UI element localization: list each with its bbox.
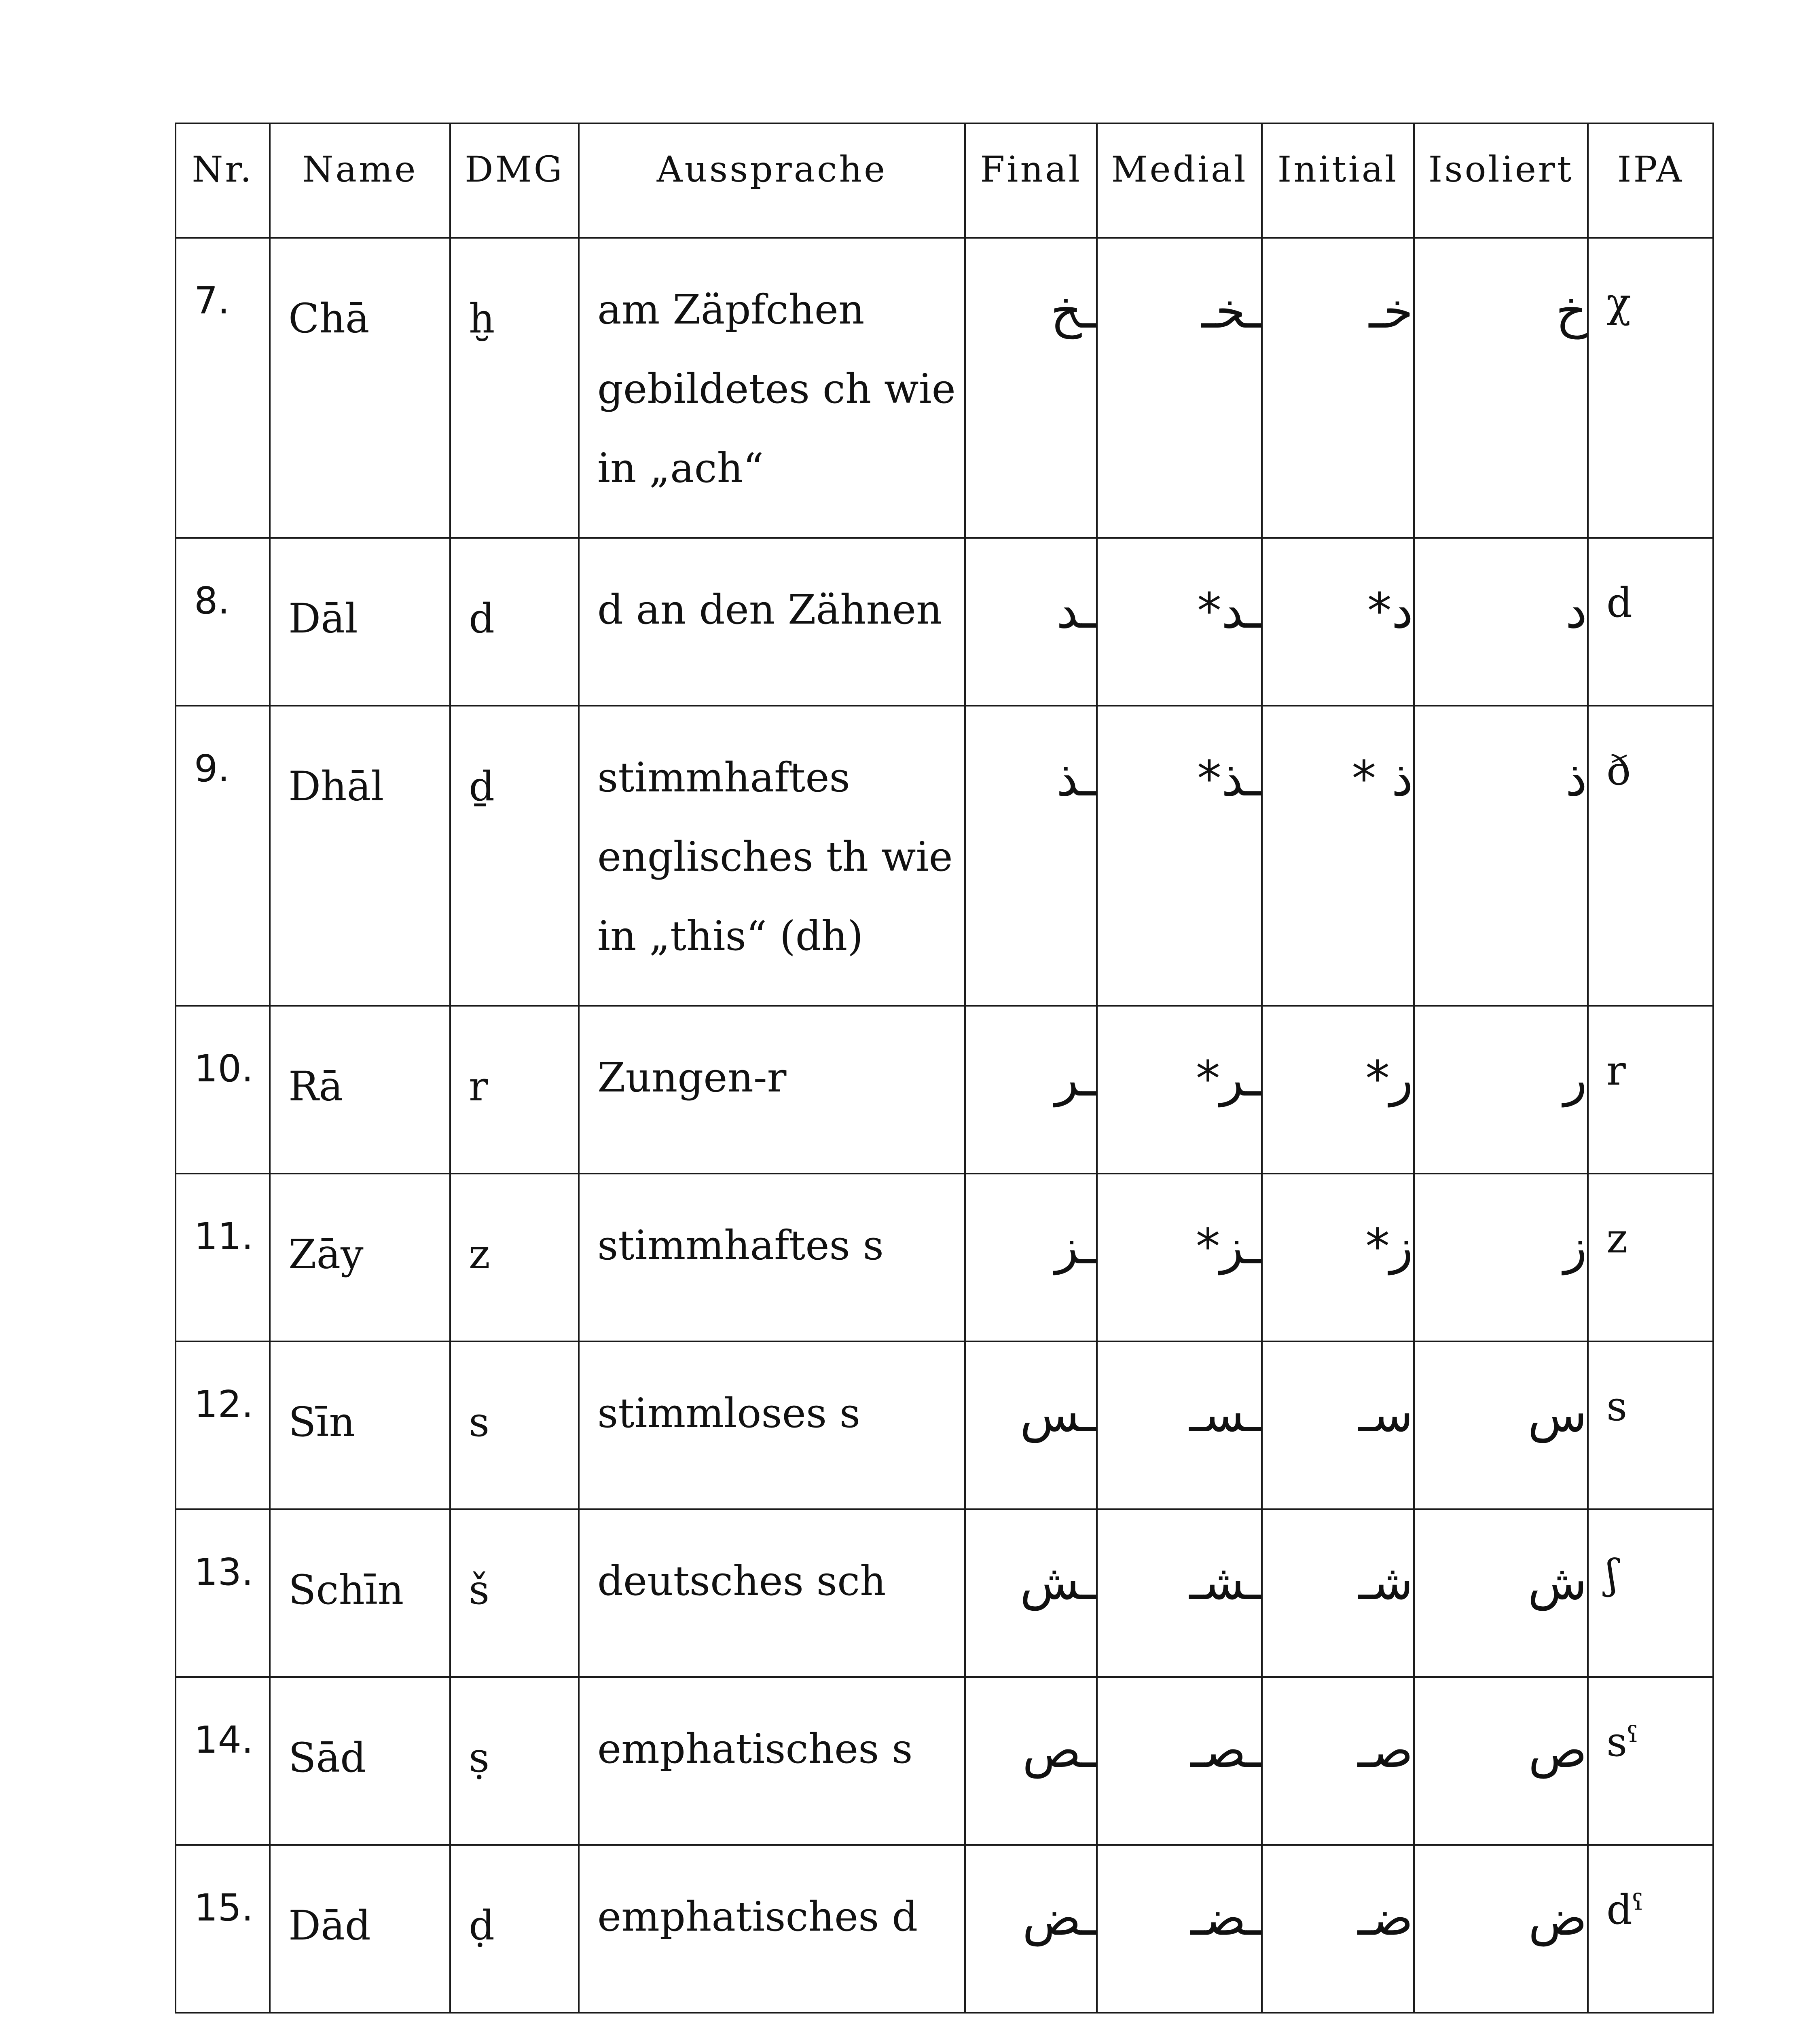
cell-ipa: ʃ	[1588, 1509, 1713, 1677]
cell-dmg: s	[450, 1341, 579, 1509]
header-aussprache: Aussprache	[579, 123, 965, 238]
header-medial: Medial	[1097, 123, 1262, 238]
cell-initial: ز*	[1262, 1174, 1414, 1341]
cell-final: ـر	[965, 1006, 1097, 1174]
cell-ipa: z	[1588, 1174, 1713, 1341]
header-nr: Nr.	[176, 123, 270, 238]
cell-aussprache: Zungen-r	[579, 1006, 965, 1174]
cell-initial: ضـ	[1262, 1845, 1414, 2013]
cell-isoliert: ر	[1414, 1006, 1588, 1174]
cell-dmg: r	[450, 1006, 579, 1174]
cell-medial: ـضـ	[1097, 1845, 1262, 2013]
cell-initial: ذ *	[1262, 706, 1414, 1006]
cell-aussprache: d an den Zähnen	[579, 538, 965, 706]
cell-name: Dād	[270, 1845, 450, 2013]
cell-name: Dhāl	[270, 706, 450, 1006]
header-final: Final	[965, 123, 1097, 238]
cell-medial: ـذ*	[1097, 706, 1262, 1006]
cell-isoliert: ص	[1414, 1677, 1588, 1845]
table-row	[176, 1341, 1713, 1509]
cell-isoliert: س	[1414, 1341, 1588, 1509]
cell-ipa: dˤ	[1588, 1845, 1713, 2013]
cell-final: ـش	[965, 1509, 1097, 1677]
cell-medial: ـسـ	[1097, 1341, 1262, 1509]
cell-dmg: ḍ	[450, 1845, 579, 2013]
cell-name: Chā	[270, 238, 450, 538]
table-row	[176, 1174, 1713, 1341]
cell-name: Zāy	[270, 1174, 450, 1341]
header-isoliert: Isoliert	[1414, 123, 1588, 238]
table-row	[176, 1509, 1713, 1677]
cell-name: Sād	[270, 1677, 450, 1845]
cell-medial: ـد*	[1097, 538, 1262, 706]
cell-aussprache: emphatisches d	[579, 1845, 965, 2013]
cell-initial: صـ	[1262, 1677, 1414, 1845]
cell-nr: 9.	[176, 706, 270, 1006]
cell-initial: سـ	[1262, 1341, 1414, 1509]
cell-nr: 12.	[176, 1341, 270, 1509]
table-row	[176, 1006, 1713, 1174]
cell-final: ـص	[965, 1677, 1097, 1845]
header-name: Name	[270, 123, 450, 238]
cell-nr: 15.	[176, 1845, 270, 2013]
cell-isoliert: ش	[1414, 1509, 1588, 1677]
table-row	[176, 238, 1713, 538]
cell-nr: 11.	[176, 1174, 270, 1341]
cell-initial: خـ	[1262, 238, 1414, 538]
cell-medial: ـر*	[1097, 1006, 1262, 1174]
cell-ipa: d	[1588, 538, 1713, 706]
cell-isoliert: ض	[1414, 1845, 1588, 2013]
table-row	[176, 706, 1713, 1006]
cell-initial: ر*	[1262, 1006, 1414, 1174]
cell-name: Sīn	[270, 1341, 450, 1509]
cell-name: Dāl	[270, 538, 450, 706]
cell-isoliert: د	[1414, 538, 1588, 706]
cell-aussprache: stimmloses s	[579, 1341, 965, 1509]
cell-ipa: χ	[1588, 238, 1713, 538]
cell-medial: ـز*	[1097, 1174, 1262, 1341]
header-row	[176, 123, 1713, 238]
cell-aussprache: deutsches sch	[579, 1509, 965, 1677]
cell-dmg: ḏ	[450, 706, 579, 1006]
cell-final: ـس	[965, 1341, 1097, 1509]
table-row	[176, 538, 1713, 706]
cell-isoliert: ذ	[1414, 706, 1588, 1006]
table-row	[176, 1845, 1713, 2013]
cell-final: ـد	[965, 538, 1097, 706]
cell-name: Schīn	[270, 1509, 450, 1677]
cell-nr: 10.	[176, 1006, 270, 1174]
cell-final: ـز	[965, 1174, 1097, 1341]
table-row	[176, 1677, 1713, 1845]
cell-name: Rā	[270, 1006, 450, 1174]
cell-nr: 7.	[176, 238, 270, 538]
cell-isoliert: خ	[1414, 238, 1588, 538]
arabic-alphabet-table	[175, 123, 1714, 2014]
cell-dmg: š	[450, 1509, 579, 1677]
cell-nr: 8.	[176, 538, 270, 706]
cell-dmg: z	[450, 1174, 579, 1341]
header-ipa: IPA	[1588, 123, 1713, 238]
cell-medial: ـخـ	[1097, 238, 1262, 538]
cell-medial: ـشـ	[1097, 1509, 1262, 1677]
cell-dmg: ṣ	[450, 1677, 579, 1845]
header-dmg: DMG	[450, 123, 579, 238]
cell-aussprache: stimmhaftes s	[579, 1174, 965, 1341]
cell-ipa: s	[1588, 1341, 1713, 1509]
cell-ipa: ð	[1588, 706, 1713, 1006]
cell-aussprache: emphatisches s	[579, 1677, 965, 1845]
cell-aussprache: am Zäpfchen gebildetes ch wie in „ach“	[579, 238, 965, 538]
cell-final: ـخ	[965, 238, 1097, 538]
cell-isoliert: ز	[1414, 1174, 1588, 1341]
cell-medial: ـصـ	[1097, 1677, 1262, 1845]
cell-final: ـذ	[965, 706, 1097, 1006]
cell-ipa: sˤ	[1588, 1677, 1713, 1845]
cell-final: ـض	[965, 1845, 1097, 2013]
cell-aussprache: stimmhaftes englisches th wie in „this“ (dh)	[579, 706, 965, 1006]
cell-nr: 14.	[176, 1677, 270, 1845]
cell-ipa: r	[1588, 1006, 1713, 1174]
header-initial: Initial	[1262, 123, 1414, 238]
cell-nr: 13.	[176, 1509, 270, 1677]
cell-dmg: ḫ	[450, 238, 579, 538]
cell-dmg: d	[450, 538, 579, 706]
cell-initial: شـ	[1262, 1509, 1414, 1677]
cell-initial: د*	[1262, 538, 1414, 706]
